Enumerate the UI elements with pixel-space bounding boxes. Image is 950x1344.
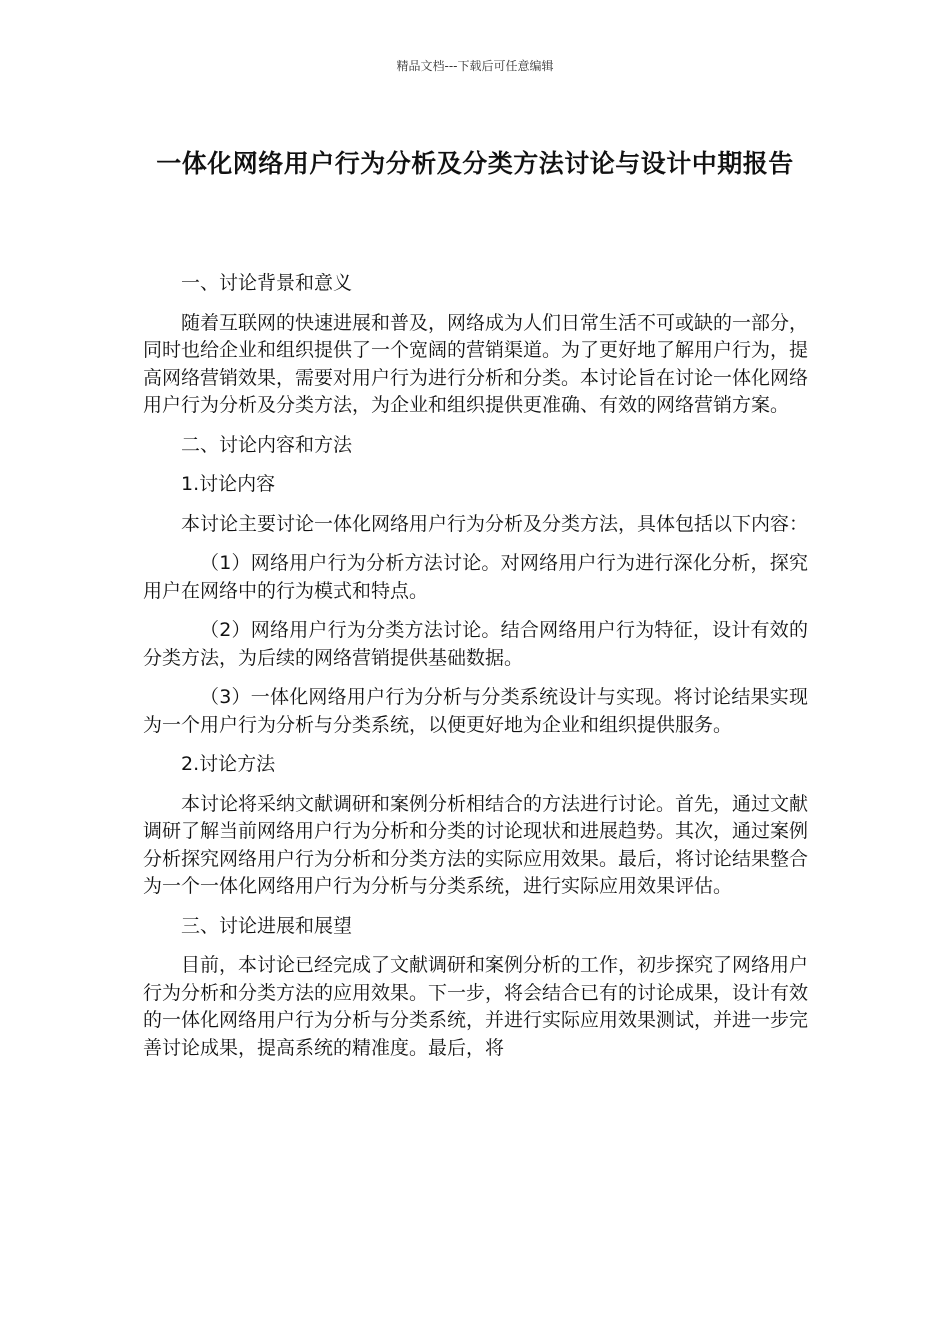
list-item-3: （3）一体化网络用户行为分析与分类系统设计与实现。将讨论结果实现为一个用户行为分析与分类系统，以便更好地为企业和组织提供服务。 bbox=[143, 686, 808, 736]
subheading-method: 2.讨论方法 bbox=[181, 753, 276, 775]
document-body bbox=[143, 270, 808, 1074]
paragraph-progress: 目前，本讨论已经完成了文献调研和案例分析的工作，初步探究了网络用户行为分析和分类方法的应用效果。下一步，将会结合已有的讨论成果，设计有效的一体化网络用户行为分析与分类系统，并进行实际应用效果测试，并进一步完善讨论成果，提高系统的精准度。最后，将 bbox=[143, 954, 809, 1059]
section-heading-background: 一、讨论背景和意义 bbox=[181, 272, 353, 294]
section-heading-progress: 三、讨论进展和展望 bbox=[181, 914, 353, 937]
list-item-2: （2）网络用户行为分类方法讨论。结合网络用户行为特征，设计有效的分类方法，为后续的网络营销提供基础数据。 bbox=[143, 619, 808, 669]
paragraph-method: 本讨论将采纳文献调研和案例分析相结合的方法进行讨论。首先，通过文献调研了解当前网络用户行为分析和分类的讨论现状和进展趋势。其次，通过案例分析探究网络用户行为分析和分类方法的实际应用效果。最后，将讨论结果整合为一个一体化网络用户行为分析与分类系统，进行实际应用效果评估。 bbox=[143, 792, 809, 897]
document-title: 一体化网络用户行为分析及分类方法讨论与设计中期报告 bbox=[156, 149, 794, 178]
paragraph-content-intro: 本讨论主要讨论一体化网络用户行为分析及分类方法，具体包括以下内容： bbox=[181, 512, 809, 535]
header-note: 精品文档---下载后可任意编辑 bbox=[396, 59, 554, 73]
section-heading-content-method: 二、讨论内容和方法 bbox=[181, 433, 353, 456]
paragraph-background: 随着互联网的快速进展和普及，网络成为人们日常生活不可或缺的一部分，同时也给企业和组织提供了一个宽阔的营销渠道。为了更好地了解用户行为，提高网络营销效果，需要对用户行为进行分析和分类。本讨论旨在讨论一体化网络用户行为分析及分类方法，为企业和组织提供更准确、有效的网络营销方案。 bbox=[143, 311, 809, 416]
list-item-1: （1）网络用户行为分析方法讨论。对网络用户行为进行深化分析，探究用户在网络中的行为模式和特点。 bbox=[143, 552, 808, 602]
subheading-content: 1.讨论内容 bbox=[181, 473, 276, 495]
